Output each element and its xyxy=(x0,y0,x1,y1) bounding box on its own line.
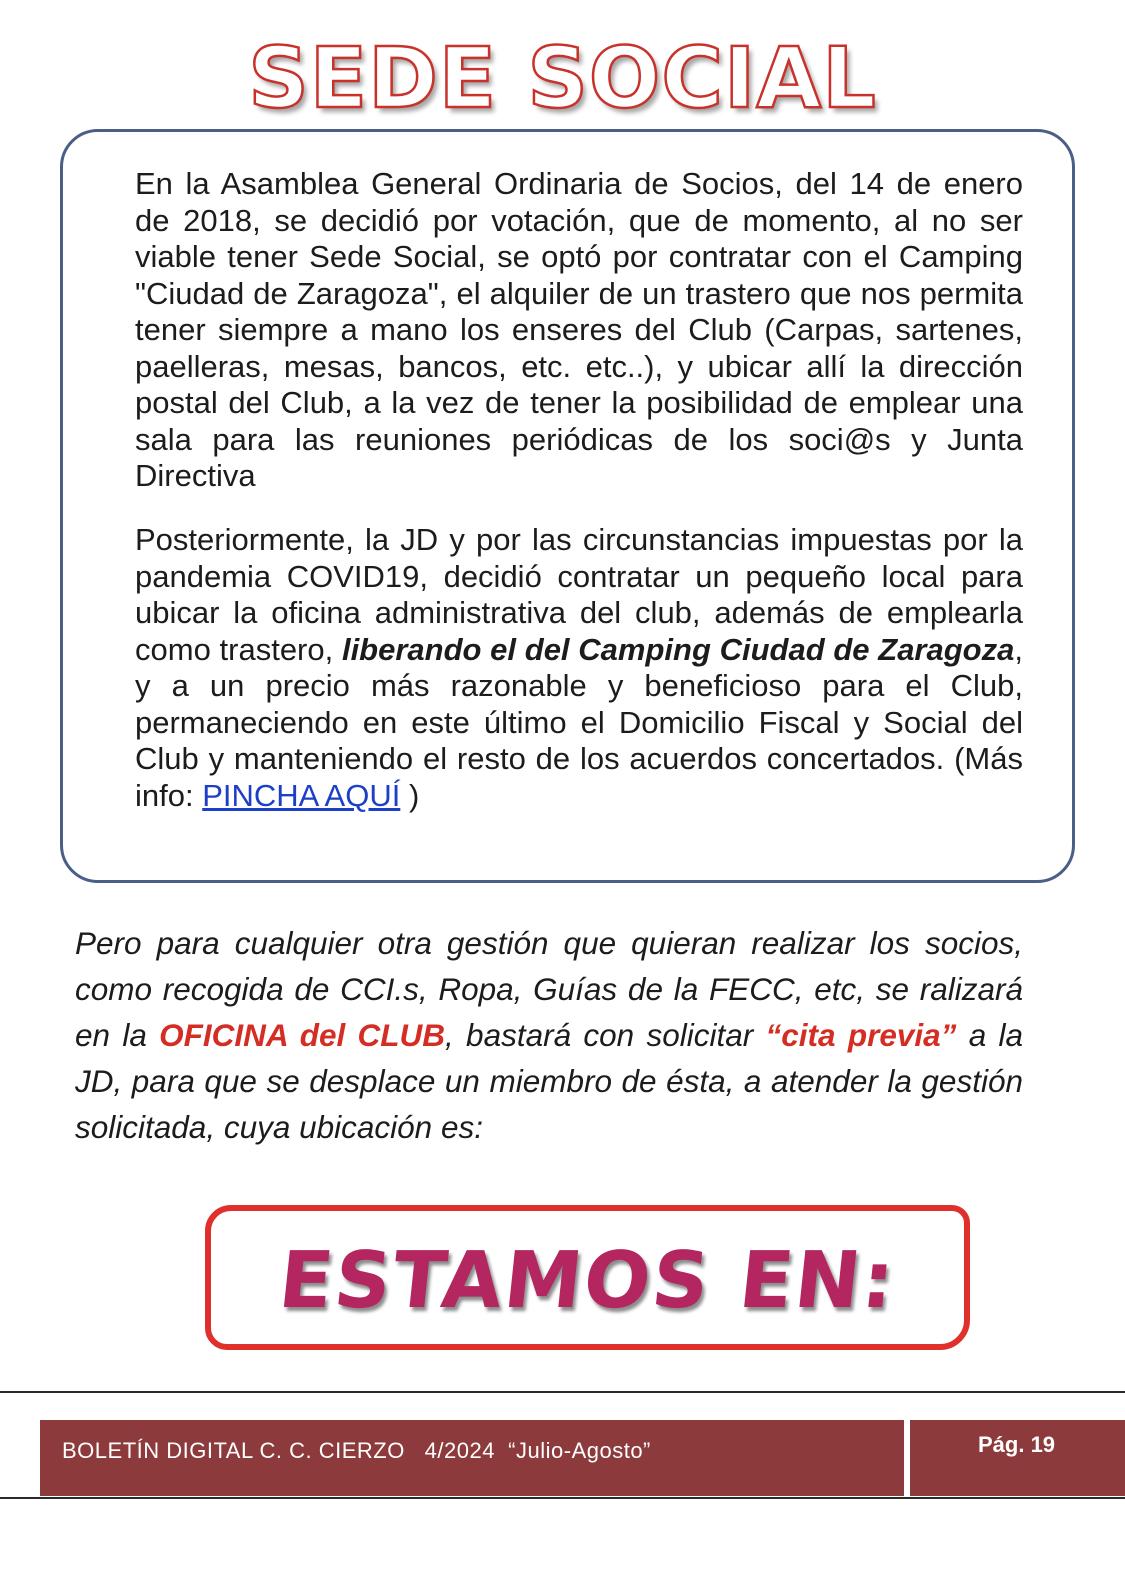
paragraph-office-text-a: Posteriormente, la JD y por las circunstancias impuestas por la pandemia COVID19, decidió contratar un pequeño local para ubicar la oficina administrativa del club, además de emplearla como trastero, xyxy=(135,522,1023,667)
appointment-note xyxy=(75,920,1023,1150)
footer-divider-bottom xyxy=(0,1497,1125,1499)
appointment-highlight: “cita previa” xyxy=(765,1017,957,1053)
footer-divider-top xyxy=(0,1391,1125,1393)
banner-text: ESTAMOS EN: xyxy=(274,1236,901,1326)
page-title: SEDE SOCIAL xyxy=(248,29,877,127)
paragraph-office xyxy=(135,522,1023,814)
footer-publication-bar xyxy=(40,1420,904,1496)
note-text-3: a la JD, para que se desplace un miembro de ésta, a atender la gestión solicitada, cuya ubicación es: xyxy=(75,1017,1024,1145)
paragraph-office-text-b: , y a un precio más razonable y beneficioso para el Club, permaneciendo en este último el Domicilio Fiscal y Social del Club y manteniendo el resto de los acuerdos concertados. (Más info: xyxy=(135,631,1023,813)
page-number: Pág. 19 xyxy=(978,1432,1056,1457)
office-highlight: OFICINA del CLUB xyxy=(159,1017,446,1053)
more-info-link[interactable]: PINCHA AQUÍ xyxy=(202,777,401,813)
info-panel xyxy=(60,129,1075,883)
footer-publication: BOLETÍN DIGITAL C. C. CIERZO 4/2024 “Julio-Agosto” xyxy=(62,1438,651,1463)
paragraph-office-text-c: ) xyxy=(400,777,420,813)
paragraph-office-emphasis: liberando el del Camping Ciudad de Zaragoza xyxy=(341,631,1015,667)
note-text-2: , bastará con solicitar xyxy=(445,1017,766,1053)
paragraph-assembly: En la Asamblea General Ordinaria de Socios, del 14 de enero de 2018, se decidió por votación, que de momento, al no ser viable tener Sede Social, se optó por contratar con el Camping "Ciudad de Zaragoza", el alquiler de un trastero que nos permita tener siempre a mano los enseres del Club (Carpas, sartenes, paelleras, mesas, bancos, etc. etc..), y ubicar allí la dirección postal del Club, a la vez de tener la posibilidad de emplear una sala para las reuniones periódicas de los soci@s y Junta Directiva xyxy=(135,166,1023,493)
note-text-1: Pero para cualquier otra gestión que quieran realizar los socios, como recogida de CCI.s, Ropa, Guías de la FECC, etc, se ralizará en la xyxy=(75,925,1023,1053)
location-banner xyxy=(205,1205,970,1350)
footer-page-bar xyxy=(910,1420,1125,1496)
